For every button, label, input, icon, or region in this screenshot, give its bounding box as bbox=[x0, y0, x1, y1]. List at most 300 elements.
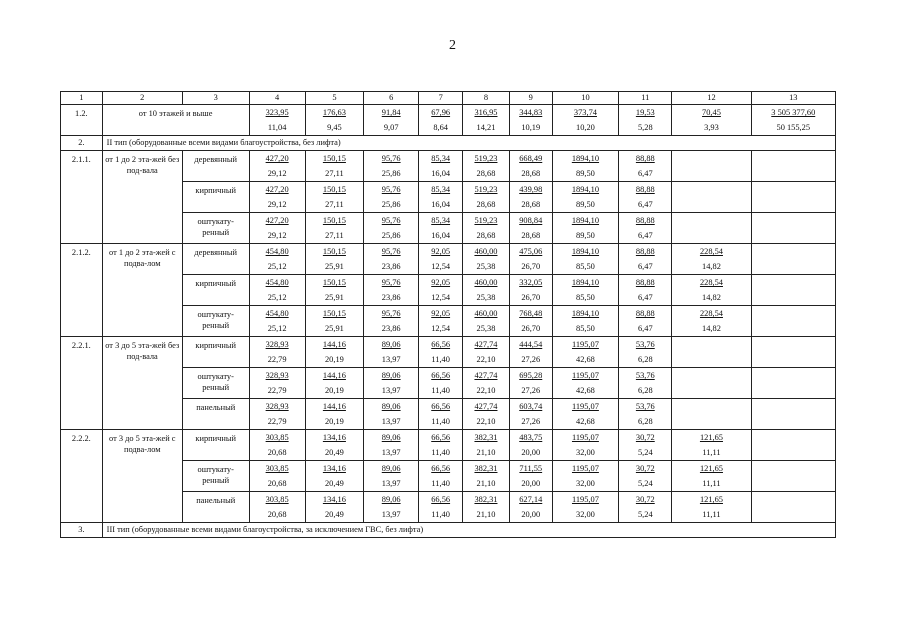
value-norm: 439,98 bbox=[519, 185, 543, 194]
value-norm: 373,74 bbox=[573, 108, 597, 117]
value-rate: 12,54 bbox=[431, 262, 451, 271]
value-norm: 150,15 bbox=[322, 185, 346, 194]
value-rate: 5,24 bbox=[637, 510, 653, 519]
value-cell bbox=[509, 399, 552, 430]
value-norm: 95,76 bbox=[381, 185, 401, 194]
value-norm: 328,93 bbox=[265, 371, 289, 380]
value-norm: 85,34 bbox=[431, 185, 451, 194]
value-norm bbox=[752, 461, 835, 476]
value-norm bbox=[752, 275, 835, 290]
value-cell bbox=[419, 399, 463, 430]
value-cell bbox=[463, 337, 510, 368]
value-norm: 475,06 bbox=[519, 247, 543, 256]
value-rate: 12,54 bbox=[431, 293, 451, 302]
material-cell: панельный bbox=[182, 399, 249, 430]
value-norm bbox=[752, 368, 835, 383]
value-rate: 27,11 bbox=[325, 200, 344, 209]
value-rate: 22,79 bbox=[267, 355, 287, 364]
value-cell bbox=[305, 399, 363, 430]
section-title: II тип (оборудованные всеми видами благоустройства, без лифта) bbox=[102, 136, 835, 151]
value-cell bbox=[552, 399, 619, 430]
value-cell bbox=[619, 105, 672, 136]
value-rate: 25,12 bbox=[267, 324, 287, 333]
value-rate bbox=[672, 228, 750, 243]
value-cell bbox=[751, 275, 835, 306]
value-norm: 332,05 bbox=[519, 278, 543, 287]
value-norm bbox=[672, 399, 750, 414]
value-cell bbox=[619, 368, 672, 399]
value-cell bbox=[751, 105, 835, 136]
group-code: 2.2.2. bbox=[61, 430, 103, 523]
value-rate: 11,40 bbox=[431, 448, 450, 457]
value-cell bbox=[249, 151, 305, 182]
value-norm: 382,31 bbox=[474, 433, 498, 442]
value-rate: 50 155,25 bbox=[776, 123, 811, 132]
value-norm: 176,63 bbox=[322, 108, 346, 117]
value-rate: 25,38 bbox=[476, 293, 496, 302]
value-cell bbox=[751, 213, 835, 244]
value-cell bbox=[364, 105, 419, 136]
value-rate: 25,86 bbox=[381, 231, 401, 240]
value-norm: 460,00 bbox=[474, 278, 498, 287]
value-norm bbox=[752, 337, 835, 352]
value-norm: 460,00 bbox=[474, 247, 498, 256]
table-body bbox=[61, 92, 836, 538]
value-rate: 20,00 bbox=[521, 479, 541, 488]
value-norm: 89,06 bbox=[381, 495, 401, 504]
value-rate: 13,97 bbox=[381, 479, 401, 488]
value-cell bbox=[463, 399, 510, 430]
material-cell: оштукату-ренный bbox=[182, 368, 249, 399]
value-rate: 20,19 bbox=[324, 355, 344, 364]
value-norm: 303,85 bbox=[265, 495, 289, 504]
value-rate bbox=[752, 259, 835, 274]
value-cell bbox=[305, 182, 363, 213]
value-norm: 1195,07 bbox=[571, 495, 599, 504]
value-norm: 121,65 bbox=[699, 464, 723, 473]
value-norm: 768,48 bbox=[519, 309, 543, 318]
value-rate: 25,38 bbox=[476, 262, 496, 271]
value-norm: 30,72 bbox=[635, 495, 655, 504]
value-rate: 14,21 bbox=[476, 123, 496, 132]
value-rate: 11,40 bbox=[431, 417, 450, 426]
value-rate: 3,93 bbox=[704, 123, 719, 132]
value-norm: 88,88 bbox=[635, 216, 655, 225]
value-rate: 22,79 bbox=[267, 417, 287, 426]
value-norm: 53,76 bbox=[635, 371, 655, 380]
value-cell bbox=[419, 430, 463, 461]
value-cell bbox=[249, 306, 305, 337]
value-norm: 460,00 bbox=[474, 309, 498, 318]
value-rate: 16,04 bbox=[431, 200, 451, 209]
value-cell bbox=[619, 151, 672, 182]
value-cell bbox=[751, 492, 835, 523]
table-row bbox=[61, 105, 836, 136]
value-rate: 20,49 bbox=[324, 448, 344, 457]
value-cell bbox=[364, 368, 419, 399]
value-norm: 66,56 bbox=[431, 464, 451, 473]
value-cell bbox=[509, 368, 552, 399]
value-rate: 22,10 bbox=[476, 417, 496, 426]
value-cell bbox=[552, 105, 619, 136]
material-cell: кирпичный bbox=[182, 275, 249, 306]
value-norm: 88,88 bbox=[635, 154, 655, 163]
value-norm: 53,76 bbox=[635, 402, 655, 411]
value-rate: 11,40 bbox=[431, 479, 450, 488]
material-cell: оштукату-ренный bbox=[182, 461, 249, 492]
value-norm: 134,16 bbox=[322, 433, 346, 442]
value-cell bbox=[751, 306, 835, 337]
value-rate: 11,40 bbox=[431, 386, 450, 395]
value-norm: 95,76 bbox=[381, 247, 401, 256]
value-norm bbox=[672, 151, 750, 166]
value-cell bbox=[249, 182, 305, 213]
value-cell bbox=[552, 368, 619, 399]
group-code: 2.1.2. bbox=[61, 244, 103, 337]
value-rate: 6,28 bbox=[637, 355, 653, 364]
group-name: от 1 до 2 эта-жей с подва-лом bbox=[102, 244, 182, 337]
value-rate bbox=[752, 290, 835, 305]
table-row bbox=[61, 430, 836, 461]
value-norm: 1894,10 bbox=[571, 185, 600, 194]
table-row bbox=[61, 244, 836, 275]
value-rate: 11,11 bbox=[702, 510, 721, 519]
value-rate: 27,11 bbox=[325, 169, 344, 178]
value-rate: 11,04 bbox=[267, 123, 287, 132]
value-cell bbox=[305, 368, 363, 399]
value-cell bbox=[364, 399, 419, 430]
value-cell bbox=[552, 244, 619, 275]
value-cell bbox=[364, 492, 419, 523]
value-rate: 5,24 bbox=[637, 448, 653, 457]
value-rate: 14,82 bbox=[702, 262, 721, 271]
value-cell bbox=[364, 337, 419, 368]
value-rate: 89,50 bbox=[576, 200, 595, 209]
group-name: от 3 до 5 эта-жей без под-вала bbox=[102, 337, 182, 430]
section-row bbox=[61, 136, 836, 151]
value-norm bbox=[752, 182, 835, 197]
value-cell bbox=[751, 244, 835, 275]
value-cell bbox=[305, 337, 363, 368]
value-cell bbox=[419, 213, 463, 244]
value-norm: 1894,10 bbox=[571, 216, 600, 225]
value-rate: 20,19 bbox=[324, 386, 344, 395]
value-rate: 11,11 bbox=[702, 448, 721, 457]
value-norm: 85,34 bbox=[431, 154, 451, 163]
value-cell bbox=[672, 399, 751, 430]
page-number: 2 bbox=[449, 38, 456, 53]
value-norm: 89,06 bbox=[381, 340, 401, 349]
value-rate: 89,50 bbox=[576, 169, 595, 178]
header-cell: 11 bbox=[619, 92, 672, 105]
value-cell bbox=[552, 275, 619, 306]
value-rate: 13,97 bbox=[381, 355, 401, 364]
value-cell bbox=[672, 461, 751, 492]
row-code: 1.2. bbox=[61, 105, 103, 136]
value-norm: 328,93 bbox=[265, 340, 289, 349]
value-norm: 144,16 bbox=[322, 402, 346, 411]
value-norm: 627,14 bbox=[519, 495, 543, 504]
value-cell bbox=[552, 306, 619, 337]
value-cell bbox=[419, 105, 463, 136]
header-row bbox=[61, 92, 836, 105]
value-cell bbox=[463, 275, 510, 306]
value-norm bbox=[672, 213, 750, 228]
value-rate: 20,49 bbox=[324, 479, 344, 488]
value-rate: 42,68 bbox=[576, 386, 595, 395]
value-cell bbox=[672, 368, 751, 399]
value-norm: 427,74 bbox=[474, 340, 498, 349]
group-code: 2.2.1. bbox=[61, 337, 103, 430]
value-rate bbox=[752, 166, 835, 181]
value-cell bbox=[509, 244, 552, 275]
value-rate: 20,49 bbox=[324, 510, 344, 519]
value-cell bbox=[619, 337, 672, 368]
group-name: от 3 до 5 эта-жей с подва-лом bbox=[102, 430, 182, 523]
value-norm: 427,20 bbox=[265, 216, 289, 225]
value-cell bbox=[249, 430, 305, 461]
value-cell bbox=[751, 430, 835, 461]
value-cell bbox=[463, 151, 510, 182]
value-norm: 1195,07 bbox=[571, 464, 599, 473]
value-cell bbox=[463, 105, 510, 136]
value-rate bbox=[672, 166, 750, 181]
value-cell bbox=[364, 182, 419, 213]
value-cell bbox=[552, 430, 619, 461]
value-rate: 25,86 bbox=[381, 200, 401, 209]
value-rate: 25,91 bbox=[324, 293, 344, 302]
value-norm bbox=[752, 213, 835, 228]
value-norm: 150,15 bbox=[322, 309, 346, 318]
value-rate: 21,10 bbox=[476, 479, 496, 488]
value-cell bbox=[552, 492, 619, 523]
value-cell bbox=[751, 337, 835, 368]
value-cell bbox=[619, 213, 672, 244]
material-cell: кирпичный bbox=[182, 430, 249, 461]
value-rate: 85,50 bbox=[576, 324, 595, 333]
value-cell bbox=[419, 275, 463, 306]
value-rate: 14,82 bbox=[702, 324, 721, 333]
value-rate bbox=[752, 476, 835, 491]
value-rate: 29,12 bbox=[267, 231, 287, 240]
value-rate: 20,68 bbox=[267, 510, 287, 519]
value-rate: 20,68 bbox=[267, 448, 287, 457]
value-norm: 150,15 bbox=[322, 154, 346, 163]
value-cell bbox=[249, 399, 305, 430]
value-cell bbox=[463, 368, 510, 399]
value-norm: 382,31 bbox=[474, 464, 498, 473]
value-cell bbox=[509, 275, 552, 306]
section-code: 2. bbox=[61, 136, 103, 151]
value-cell bbox=[509, 105, 552, 136]
value-norm bbox=[752, 399, 835, 414]
value-rate: 6,47 bbox=[637, 169, 653, 178]
value-rate: 27,26 bbox=[521, 386, 541, 395]
value-rate: 28,68 bbox=[521, 231, 541, 240]
value-norm bbox=[672, 337, 750, 352]
value-cell bbox=[419, 368, 463, 399]
value-norm: 66,56 bbox=[431, 371, 451, 380]
value-norm: 1894,10 bbox=[571, 278, 600, 287]
value-norm: 1894,10 bbox=[571, 247, 600, 256]
value-rate: 5,24 bbox=[637, 479, 653, 488]
value-norm: 695,28 bbox=[519, 371, 543, 380]
value-norm: 134,16 bbox=[322, 495, 346, 504]
value-cell bbox=[419, 337, 463, 368]
value-norm: 228,54 bbox=[699, 278, 723, 287]
value-cell bbox=[509, 461, 552, 492]
value-cell bbox=[552, 182, 619, 213]
value-cell bbox=[305, 492, 363, 523]
value-rate: 26,70 bbox=[521, 324, 541, 333]
value-rate: 89,50 bbox=[576, 231, 595, 240]
value-norm: 303,85 bbox=[265, 433, 289, 442]
value-rate bbox=[752, 352, 835, 367]
value-cell bbox=[249, 275, 305, 306]
value-cell bbox=[619, 492, 672, 523]
value-norm: 88,88 bbox=[635, 309, 655, 318]
value-rate: 28,68 bbox=[476, 231, 496, 240]
value-cell bbox=[463, 492, 510, 523]
value-cell bbox=[249, 105, 305, 136]
value-rate: 22,79 bbox=[267, 386, 287, 395]
value-norm: 88,88 bbox=[635, 278, 655, 287]
value-rate bbox=[752, 507, 835, 522]
value-cell bbox=[751, 151, 835, 182]
value-norm bbox=[672, 368, 750, 383]
value-norm: 454,80 bbox=[265, 309, 289, 318]
value-rate: 11,40 bbox=[431, 355, 450, 364]
value-norm: 519,23 bbox=[474, 216, 498, 225]
value-rate bbox=[672, 197, 750, 212]
value-rate: 27,11 bbox=[325, 231, 344, 240]
value-cell bbox=[509, 492, 552, 523]
value-rate: 23,86 bbox=[381, 324, 401, 333]
value-norm: 66,56 bbox=[431, 402, 451, 411]
value-cell bbox=[619, 244, 672, 275]
value-rate: 6,28 bbox=[637, 386, 653, 395]
value-norm: 88,88 bbox=[635, 247, 655, 256]
value-norm: 382,31 bbox=[474, 495, 498, 504]
value-rate: 28,68 bbox=[476, 200, 496, 209]
value-norm: 91,84 bbox=[381, 108, 401, 117]
value-cell bbox=[364, 244, 419, 275]
value-rate bbox=[752, 414, 835, 429]
value-norm: 323,95 bbox=[265, 108, 289, 117]
value-rate: 13,97 bbox=[381, 417, 401, 426]
header-cell: 4 bbox=[249, 92, 305, 105]
material-cell: кирпичный bbox=[182, 337, 249, 368]
value-cell bbox=[249, 213, 305, 244]
value-cell bbox=[509, 430, 552, 461]
value-norm: 1195,07 bbox=[571, 402, 599, 411]
value-norm: 1894,10 bbox=[571, 309, 600, 318]
value-rate: 10,20 bbox=[576, 123, 595, 132]
value-rate: 28,68 bbox=[476, 169, 496, 178]
value-norm: 454,80 bbox=[265, 247, 289, 256]
value-rate bbox=[672, 352, 750, 367]
value-cell bbox=[552, 151, 619, 182]
value-cell bbox=[463, 244, 510, 275]
value-rate: 11,40 bbox=[431, 510, 450, 519]
header-cell: 5 bbox=[305, 92, 363, 105]
value-norm: 444,54 bbox=[519, 340, 543, 349]
value-cell bbox=[463, 461, 510, 492]
value-cell bbox=[509, 337, 552, 368]
value-norm: 1195,07 bbox=[571, 340, 599, 349]
value-cell bbox=[419, 244, 463, 275]
section-code: 3. bbox=[61, 523, 103, 538]
value-cell bbox=[305, 213, 363, 244]
value-cell bbox=[305, 105, 363, 136]
value-rate: 42,68 bbox=[576, 417, 595, 426]
value-cell bbox=[619, 399, 672, 430]
value-cell bbox=[305, 461, 363, 492]
material-cell: кирпичный bbox=[182, 182, 249, 213]
value-cell bbox=[249, 337, 305, 368]
value-rate: 6,47 bbox=[637, 200, 653, 209]
value-rate: 13,97 bbox=[381, 386, 401, 395]
value-norm bbox=[752, 492, 835, 507]
value-cell bbox=[364, 306, 419, 337]
header-cell: 8 bbox=[463, 92, 510, 105]
value-cell bbox=[249, 244, 305, 275]
section-row bbox=[61, 523, 836, 538]
value-cell bbox=[364, 275, 419, 306]
value-rate: 27,26 bbox=[521, 417, 541, 426]
value-cell bbox=[672, 182, 751, 213]
value-cell bbox=[419, 182, 463, 213]
value-rate bbox=[672, 383, 750, 398]
header-cell: 10 bbox=[552, 92, 619, 105]
value-rate: 11,11 bbox=[702, 479, 721, 488]
value-rate: 23,86 bbox=[381, 262, 401, 271]
value-rate: 32,00 bbox=[576, 479, 595, 488]
value-rate: 22,10 bbox=[476, 355, 496, 364]
header-cell: 7 bbox=[419, 92, 463, 105]
value-cell bbox=[552, 213, 619, 244]
value-rate: 21,10 bbox=[476, 448, 496, 457]
value-rate: 10,19 bbox=[521, 123, 541, 132]
value-norm: 316,95 bbox=[474, 108, 498, 117]
section-title: III тип (оборудованные всеми видами благоустройства, за исключением ГВС, без лифта) bbox=[102, 523, 835, 538]
value-norm: 88,88 bbox=[635, 185, 655, 194]
value-norm: 92,05 bbox=[431, 309, 451, 318]
value-norm: 427,74 bbox=[474, 402, 498, 411]
value-rate: 9,45 bbox=[327, 123, 342, 132]
value-cell bbox=[672, 105, 751, 136]
value-norm: 519,23 bbox=[474, 154, 498, 163]
value-rate bbox=[752, 383, 835, 398]
value-norm: 908,84 bbox=[519, 216, 543, 225]
value-rate: 32,00 bbox=[576, 448, 595, 457]
value-cell bbox=[305, 430, 363, 461]
value-cell bbox=[672, 213, 751, 244]
value-cell bbox=[509, 306, 552, 337]
value-cell bbox=[509, 151, 552, 182]
value-cell bbox=[305, 244, 363, 275]
value-norm: 668,49 bbox=[519, 154, 543, 163]
value-rate: 5,28 bbox=[637, 123, 653, 132]
material-cell: оштукату-ренный bbox=[182, 306, 249, 337]
value-norm: 95,76 bbox=[381, 154, 401, 163]
value-norm: 150,15 bbox=[322, 247, 346, 256]
value-rate: 28,68 bbox=[521, 169, 541, 178]
value-norm: 150,15 bbox=[322, 278, 346, 287]
value-norm: 144,16 bbox=[322, 340, 346, 349]
value-norm: 30,72 bbox=[635, 464, 655, 473]
value-norm: 711,55 bbox=[519, 464, 543, 473]
